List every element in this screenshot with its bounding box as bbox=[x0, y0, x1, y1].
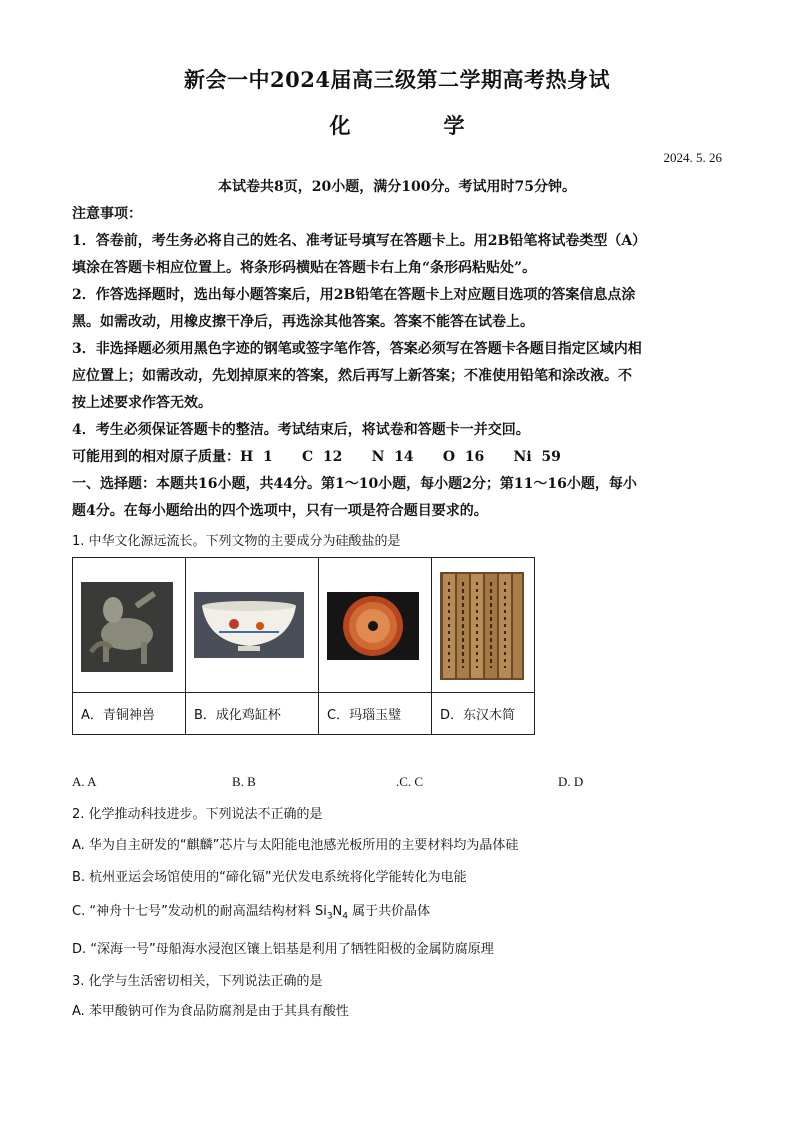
note-line: 黑。如需改动，用橡皮擦干净后，再选涂其他答案。答案不能答在试卷上。 bbox=[72, 314, 534, 330]
note-line: 应位置上；如需改动，先划掉原来的答案，然后再写上新答案；不准使用铅笔和涂改液。不 bbox=[72, 368, 632, 384]
exam-title: 新会一中2024届高三级第二学期高考热身试 bbox=[184, 67, 610, 92]
section-heading-cont: 题4分。在每小题给出的四个选项中，只有一项是符合题目要求的。 bbox=[72, 503, 488, 519]
bronze-beast-image bbox=[81, 582, 173, 672]
cell-b-image bbox=[186, 558, 319, 693]
exam-intro: 本试卷共8页，20小题，满分100分。考试用时75分钟。 bbox=[218, 179, 576, 195]
note-line: 4．考生必须保证答题卡的整洁。考试结束后，将试卷和答题卡一并交回。 bbox=[72, 422, 530, 438]
q2-option-a: A. 华为自主研发的“麒麟”芯片与太阳能电池感光板所用的主要材料均为晶体硅 bbox=[72, 838, 519, 853]
subject-title: 化 学 bbox=[329, 113, 465, 138]
q1-artifact-table bbox=[72, 557, 535, 735]
q3-option-a: A. 苯甲酸钠可作为食品防腐剂是由于其具有酸性 bbox=[72, 1004, 349, 1019]
exam-date: 2024. 5. 26 bbox=[663, 150, 722, 165]
option-b-label: B．成化鸡缸杯 bbox=[186, 693, 319, 735]
q1-option-d: D. D bbox=[558, 774, 584, 789]
note-line: 1．答卷前，考生务必将自己的姓名、准考证号填写在答题卡上。用2B铅笔将试卷类型（A） bbox=[72, 233, 647, 249]
q3-stem: 3. 化学与生活密切相关，下列说法正确的是 bbox=[72, 974, 323, 989]
note-line: 2．作答选择题时，选出每小题答案后，用2B铅笔在答题卡上对应题目选项的答案信息点涂 bbox=[72, 287, 636, 303]
chicken-cup-image bbox=[194, 592, 304, 658]
agate-disc-image bbox=[327, 592, 419, 660]
section-heading: 一、选择题：本题共16小题，共44分。第1～10小题，每小题2分；第11～16小题，每小 bbox=[72, 476, 637, 492]
q1-option-a: A. A bbox=[72, 774, 97, 789]
option-d-label: D．东汉木简 bbox=[432, 693, 535, 735]
cell-c-image bbox=[319, 558, 432, 693]
q2-option-b: B. 杭州亚运会场馆使用的“碲化镉”光伏发电系统将化学能转化为电能 bbox=[72, 870, 467, 885]
note-line: 3．非选择题必须用黑色字迹的钢笔或签字笔作答，答案必须写在答题卡各题目指定区域内相 bbox=[72, 341, 642, 357]
q2-option-d: D. “深海一号”母船海水浸泡区镶上铝基是利用了牺牲阳极的金属防腐原理 bbox=[72, 942, 494, 957]
q1-option-c: .C. C bbox=[396, 774, 424, 789]
cell-d-image bbox=[432, 558, 535, 693]
wooden-slips-image bbox=[440, 572, 524, 680]
cell-a-image bbox=[73, 558, 186, 693]
q2-stem: 2. 化学推动科技进步。下列说法不正确的是 bbox=[72, 807, 323, 822]
note-line: 按上述要求作答无效。 bbox=[72, 395, 212, 411]
q1-stem: 1. 中华文化源远流长。下列文物的主要成分为硅酸盐的是 bbox=[72, 534, 401, 549]
note-line: 填涂在答题卡相应位置上。将条形码横贴在答题卡右上角“条形码粘贴处”。 bbox=[72, 260, 537, 276]
option-c-label: C．玛瑙玉璧 bbox=[319, 693, 432, 735]
q1-option-b: B. B bbox=[232, 774, 256, 789]
option-a-label: A．青铜神兽 bbox=[73, 693, 186, 735]
notes-heading: 注意事项： bbox=[72, 206, 142, 222]
atomic-mass-line: 可能用到的相对原子质量：H 1 C 12 N 14 O 16 Ni 59 bbox=[72, 449, 561, 465]
q2-option-c: C. “神舟十七号”发动机的耐高温结构材料 $Si_3N_4$ 属于共价晶体 bbox=[72, 904, 431, 922]
